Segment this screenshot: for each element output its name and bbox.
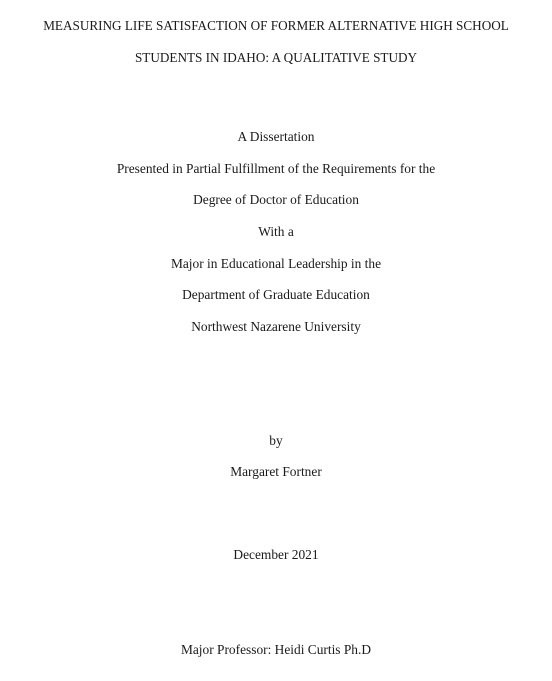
department-name: Department of Graduate Education bbox=[182, 287, 370, 302]
university-name: Northwest Nazarene University bbox=[191, 319, 361, 334]
author-name: Margaret Fortner bbox=[230, 464, 322, 479]
major-professor: Major Professor: Heidi Curtis Ph.D bbox=[180, 642, 372, 657]
major-text: Major in Educational Leadership in the bbox=[170, 256, 382, 271]
fulfillment-statement: Presented in Partial Fulfillment of the Requirements for the bbox=[116, 161, 436, 176]
document-type: A Dissertation bbox=[237, 129, 315, 144]
dissertation-title-line-1: MEASURING LIFE SATISFACTION OF FORMER ALTERNATIVE HIGH SCHOOL bbox=[43, 18, 509, 33]
dissertation-title-line-2: STUDENTS IN IDAHO: A QUALITATIVE STUDY bbox=[134, 50, 418, 65]
submission-date: December 2021 bbox=[233, 547, 319, 562]
by-label: by bbox=[269, 433, 283, 448]
with-a-text: With a bbox=[258, 224, 294, 239]
degree-name: Degree of Doctor of Education bbox=[193, 192, 359, 207]
